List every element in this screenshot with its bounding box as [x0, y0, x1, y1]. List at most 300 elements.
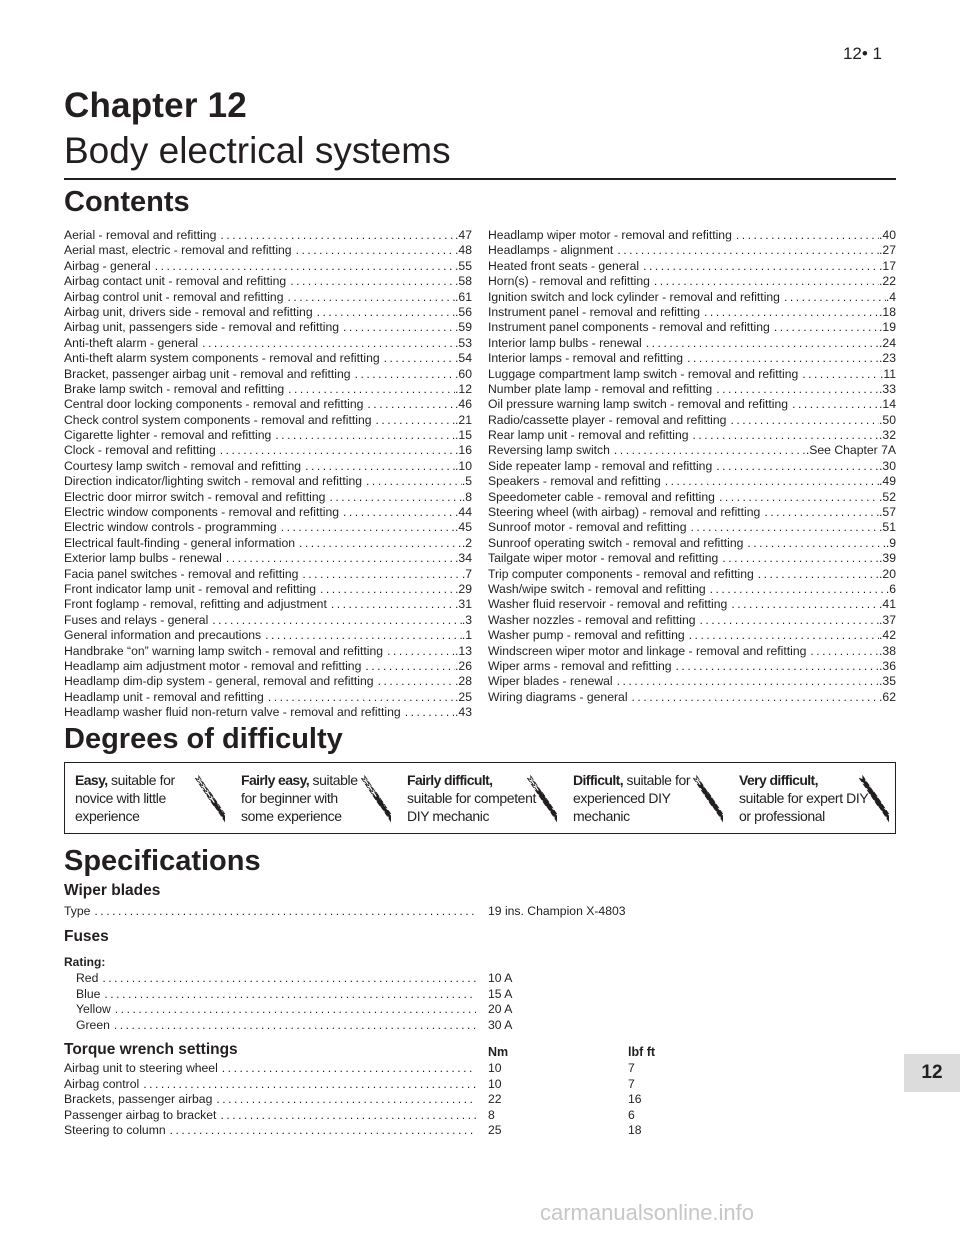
dot-leader — [689, 428, 880, 443]
contents-entry — [64, 320, 472, 335]
chapter-title: Body electrical systems — [64, 130, 451, 171]
entry-title: Reversing lamp switch — [488, 443, 610, 458]
entry-page: .43 — [455, 705, 472, 720]
contents-entry — [64, 382, 472, 397]
dot-leader — [218, 1061, 476, 1076]
chapter-number: Chapter 12 — [64, 86, 247, 125]
entry-title: Electric window controls - programming — [64, 520, 277, 535]
contents-entry — [64, 305, 472, 320]
fuses-heading: Fuses — [64, 928, 109, 945]
entry-title: Airbag unit, passengers side - removal and refitting — [64, 320, 340, 335]
entry-page: .27 — [879, 243, 896, 258]
entry-page: .52 — [879, 489, 896, 504]
dot-leader — [166, 1123, 476, 1138]
dot-leader — [316, 582, 455, 597]
dot-leader — [727, 597, 879, 612]
difficulty-desc: suitable for competent — [407, 790, 536, 806]
dot-leader — [283, 290, 455, 305]
torque-nm: 10 — [488, 1061, 502, 1075]
contents-entry — [64, 567, 472, 582]
entry-page: .21 — [455, 412, 472, 427]
entry-title: Wash/wipe switch - removal and refitting — [488, 581, 706, 596]
contents-entry — [488, 243, 896, 258]
dot-leader — [339, 505, 455, 520]
fuse-color: Yellow — [76, 1002, 111, 1016]
entry-title: Electric window components - removal and refitting — [64, 505, 340, 520]
specifications-heading: Specifications — [64, 845, 261, 877]
difficulty-desc: experience — [75, 808, 140, 824]
entry-page: .53 — [455, 335, 472, 350]
entry-title: Anti-theft alarm system components - removal and refitting — [64, 351, 380, 366]
entry-page: .35 — [879, 674, 896, 689]
entry-page: .15 — [455, 428, 472, 443]
contents-entry — [488, 320, 896, 335]
entry-title: Speakers - removal and refitting — [488, 474, 661, 489]
entry-title: Oil pressure warning lamp switch - removal and refitting — [488, 397, 789, 412]
entry-page: .51 — [879, 520, 896, 535]
dot-leader — [718, 551, 879, 566]
entry-title: Speedometer cable - removal and refitting — [488, 489, 715, 504]
torque-nm: 10 — [488, 1076, 502, 1091]
entry-page: .33 — [879, 381, 896, 396]
entry-title: Facia panel switches - removal and refitting — [64, 566, 299, 581]
torque-nm: 25 — [488, 1123, 502, 1137]
dot-leader — [700, 305, 879, 320]
title-divider — [64, 178, 896, 180]
fuse-rating-label: Rating: — [64, 955, 106, 969]
dot-leader — [743, 536, 885, 551]
entry-page: .10 — [455, 458, 472, 473]
torque-row — [64, 1123, 476, 1138]
dot-leader — [298, 567, 461, 582]
entry-page: .60 — [455, 366, 472, 381]
difficulty-scale — [64, 762, 896, 834]
entry-page: .26 — [455, 658, 472, 673]
entry-title: Brake lamp switch - removal and refitting — [64, 381, 285, 396]
difficulty-desc: novice with little — [75, 790, 166, 806]
entry-title: Fuses and relays - general — [64, 612, 209, 627]
contents-entry — [488, 505, 896, 520]
dot-leader — [788, 397, 879, 412]
torque-row — [64, 1092, 476, 1107]
contents-entry — [488, 428, 896, 443]
entry-page: .47 — [455, 228, 472, 242]
difficulty-level — [65, 763, 231, 833]
entry-page: .14 — [879, 397, 896, 412]
difficulty-label: Difficult, — [573, 772, 623, 788]
entry-title: Windscreen wiper motor and linkage - removal and refitting — [488, 643, 807, 658]
contents-entry — [64, 705, 472, 720]
contents-entry — [64, 413, 472, 428]
contents-entry — [64, 597, 472, 612]
entry-page: .40 — [879, 228, 896, 242]
spanner-rating — [859, 773, 889, 829]
dot-leader — [770, 320, 879, 335]
contents-heading: Contents — [64, 186, 190, 218]
dot-leader — [301, 459, 455, 474]
dot-leader — [295, 536, 462, 551]
dot-leader — [806, 644, 879, 659]
wiper-type-label: Type — [64, 904, 91, 918]
contents-entry — [64, 259, 472, 274]
dot-leader — [380, 351, 455, 366]
torque-col-lbf: lbf ft — [628, 1045, 656, 1059]
entry-page: .55 — [455, 258, 472, 273]
torque-item: Airbag unit to steering wheel — [64, 1061, 218, 1075]
contents-entry — [488, 674, 896, 689]
dot-leader — [98, 971, 476, 986]
dot-leader — [216, 228, 455, 243]
dot-leader — [639, 259, 879, 274]
entry-page: .57 — [879, 505, 896, 520]
contents-entry — [64, 536, 472, 551]
dot-leader — [212, 1092, 476, 1107]
entry-title: Front foglamp - removal, refitting and adjustment — [64, 597, 327, 612]
entry-title: Ignition switch and lock cylinder - removal and refitting — [488, 289, 780, 304]
contents-entry — [64, 428, 472, 443]
torque-item: Steering to column — [64, 1123, 166, 1137]
entry-page: .62 — [879, 689, 896, 704]
wiper-blades-heading: Wiper blades — [64, 882, 161, 899]
entry-title: Horn(s) - removal and refitting — [488, 274, 650, 289]
entry-title: Front indicator lamp unit - removal and refitting — [64, 581, 316, 596]
entry-page: .37 — [879, 612, 896, 627]
watermark: carmanualsonline.info — [540, 1200, 755, 1225]
chapter-tab: 12 — [904, 1054, 960, 1092]
contents-entry — [488, 305, 896, 320]
contents-entry — [488, 567, 896, 582]
entry-page: .34 — [455, 551, 472, 566]
dot-leader — [650, 274, 879, 289]
contents-entry — [488, 644, 896, 659]
difficulty-label: Very difficult, — [739, 772, 818, 788]
entry-page: .36 — [879, 658, 896, 673]
dot-leader — [706, 582, 886, 597]
entry-title: Washer pump - removal and refitting — [488, 628, 685, 643]
entry-title: Bracket, passenger airbag unit - removal and refitting — [64, 366, 351, 381]
entry-title: Sunroof motor - removal and refitting — [488, 520, 687, 535]
contents-entry — [488, 351, 896, 366]
contents-list-left — [64, 228, 472, 721]
entry-title: Electric door mirror switch - removal and refitting — [64, 489, 326, 504]
entry-page: .30 — [879, 458, 896, 473]
torque-row — [64, 1108, 476, 1123]
fuse-color: Blue — [76, 986, 101, 1001]
fuse-color: Red — [76, 971, 99, 985]
contents-entry — [488, 659, 896, 674]
dot-leader — [327, 597, 455, 612]
spanner-rating — [195, 773, 225, 829]
entry-title: Headlamp aim adjustment motor - removal and refitting — [64, 658, 362, 673]
dot-leader — [151, 259, 455, 274]
contents-entry — [64, 690, 472, 705]
entry-page: .See Chapter 7A — [805, 443, 896, 458]
difficulty-level — [563, 763, 729, 833]
entry-title: Headlamp unit - removal and refitting — [64, 689, 264, 704]
dot-leader — [139, 1077, 476, 1092]
contents-entry — [64, 505, 472, 520]
dot-leader — [642, 336, 879, 351]
difficulty-level — [729, 763, 895, 833]
dot-leader — [216, 443, 455, 458]
entry-title: General information and precautions — [64, 628, 262, 643]
entry-page: .16 — [455, 443, 472, 458]
entry-page: .3 — [461, 612, 472, 627]
entry-title: Headlamp dim-dip system - general, removal and refitting — [64, 674, 374, 689]
torque-lbf: 7 — [628, 1076, 635, 1091]
contents-entry — [488, 520, 896, 535]
entry-page: .56 — [455, 304, 472, 319]
contents-entry — [488, 628, 896, 643]
dot-leader — [661, 474, 879, 489]
entry-title: Steering wheel (with airbag) - removal and refitting — [488, 505, 761, 520]
entry-page: .58 — [455, 274, 472, 289]
dot-leader — [264, 690, 455, 705]
torque-nm: 8 — [488, 1107, 495, 1122]
entry-title: Radio/cassette player - removal and refitting — [488, 412, 727, 427]
dot-leader — [683, 351, 879, 366]
dot-leader — [216, 1108, 476, 1123]
contents-entry — [64, 551, 472, 566]
fuse-row — [76, 1018, 476, 1033]
torque-item: Passenger airbag to bracket — [64, 1107, 217, 1122]
entry-title: Rear lamp unit - removal and refitting — [488, 428, 689, 443]
dot-leader — [628, 690, 880, 705]
entry-title: Handbrake “on” warning lamp switch - removal and refitting — [64, 643, 384, 658]
entry-title: Instrument panel - removal and refitting — [488, 304, 701, 319]
difficulty-label: Fairly difficult, — [407, 772, 493, 788]
difficulty-desc: for beginner with — [241, 790, 338, 806]
difficulty-desc: DIY mechanic — [407, 808, 490, 824]
entry-title: Wiring diagrams - general — [488, 689, 628, 704]
contents-entry — [488, 397, 896, 412]
torque-item: Airbag control — [64, 1076, 140, 1091]
entry-page: .12 — [455, 381, 472, 396]
difficulty-desc: suitable for expert DIY — [739, 790, 869, 806]
contents-entry — [488, 228, 896, 243]
entry-title: Electrical fault-finding - general information — [64, 535, 295, 550]
contents-entry — [488, 490, 896, 505]
torque-heading: Torque wrench settings — [64, 1041, 238, 1058]
contents-entry — [64, 290, 472, 305]
contents-entry — [64, 674, 472, 689]
entry-title: Heated front seats - general — [488, 258, 640, 273]
contents-entry — [64, 336, 472, 351]
entry-page: .32 — [879, 428, 896, 443]
dot-leader — [712, 382, 879, 397]
contents-entry — [488, 536, 896, 551]
entry-page: .22 — [879, 274, 896, 289]
entry-title: Aerial - removal and refitting — [64, 228, 217, 242]
contents-entry — [488, 274, 896, 289]
entry-page: .8 — [461, 489, 472, 504]
contents-entry — [488, 613, 896, 628]
dot-leader — [363, 397, 455, 412]
difficulty-desc: experienced DIY — [573, 790, 671, 806]
fuse-row — [76, 1002, 476, 1017]
entry-page: .5 — [461, 474, 472, 489]
entry-page: .1 — [461, 628, 472, 643]
difficulty-desc: suitable for — [107, 772, 175, 788]
entry-title: Headlamps - alignment — [488, 243, 614, 258]
dot-leader — [100, 987, 476, 1002]
torque-nm: 22 — [488, 1092, 502, 1106]
difficulty-desc: some experience — [241, 808, 342, 824]
difficulty-desc: or professional — [739, 808, 825, 824]
contents-entry — [64, 397, 472, 412]
entry-page: .49 — [879, 474, 896, 489]
dot-leader — [726, 413, 879, 428]
entry-title: Luggage compartment lamp switch - removal and refitting — [488, 366, 799, 381]
dot-leader — [198, 336, 455, 351]
torque-item: Brackets, passenger airbag — [64, 1092, 213, 1106]
contents-entry — [488, 597, 896, 612]
contents-entry — [64, 628, 472, 643]
contents-entry — [488, 459, 896, 474]
entry-page: .17 — [879, 258, 896, 273]
entry-page: .4 — [885, 289, 896, 304]
contents-entry — [488, 443, 896, 458]
entry-page: .11 — [879, 366, 896, 381]
dot-leader — [374, 674, 455, 689]
entry-title: Sunroof operating switch - removal and refitting — [488, 535, 744, 550]
entry-title: Side repeater lamp - removal and refitting — [488, 458, 713, 473]
dot-leader — [110, 1018, 476, 1033]
dot-leader — [383, 644, 455, 659]
entry-title: Headlamp washer fluid non-return valve - removal and refitting — [64, 705, 401, 720]
torque-lbf: 18 — [628, 1123, 642, 1137]
entry-title: Trip computer components - removal and refitting — [488, 566, 754, 581]
dot-leader — [372, 413, 456, 428]
difficulty-level — [231, 763, 397, 833]
entry-page: .59 — [455, 320, 472, 335]
contents-entry — [64, 228, 472, 243]
difficulty-heading: Degrees of difficulty — [64, 723, 343, 755]
torque-col-nm: Nm — [488, 1045, 509, 1059]
contents-entry — [488, 382, 896, 397]
torque-lbf: 7 — [628, 1061, 635, 1075]
entry-page: .2 — [461, 535, 472, 550]
dot-leader — [313, 305, 455, 320]
fuse-rating: 30 A — [488, 1017, 513, 1032]
entry-page: .25 — [455, 689, 472, 704]
contents-entry — [488, 582, 896, 597]
contents-entry — [64, 582, 472, 597]
spanner-rating — [527, 773, 557, 829]
difficulty-label: Fairly easy, — [241, 772, 310, 788]
entry-page: .9 — [885, 535, 896, 550]
dot-leader — [686, 520, 879, 535]
entry-title: Anti-theft alarm - general — [64, 335, 199, 350]
contents-entry — [64, 367, 472, 382]
entry-page: .46 — [455, 397, 472, 412]
entry-title: Instrument panel components - removal and refitting — [488, 320, 770, 335]
contents-entry — [488, 259, 896, 274]
dot-leader — [798, 367, 880, 382]
torque-lbf: 6 — [628, 1107, 635, 1122]
entry-page: .44 — [455, 505, 472, 520]
contents-entry — [64, 613, 472, 628]
entry-title: Wiper arms - removal and refitting — [488, 658, 672, 673]
dot-leader — [351, 367, 455, 382]
dot-leader — [339, 320, 455, 335]
fuse-row — [76, 971, 476, 986]
fuse-rating: 15 A — [488, 986, 513, 1001]
entry-title: Airbag - general — [64, 258, 151, 273]
entry-page: .38 — [879, 643, 896, 658]
contents-entry — [64, 459, 472, 474]
dot-leader — [715, 490, 879, 505]
dot-leader — [401, 705, 455, 720]
dot-leader — [780, 290, 886, 305]
wiper-type-value: 19 ins. Champion X-4803 — [488, 904, 626, 918]
entry-page: .50 — [879, 412, 896, 427]
dot-leader — [732, 228, 879, 243]
difficulty-label: Easy, — [75, 772, 108, 788]
difficulty-desc: mechanic — [573, 808, 630, 824]
difficulty-desc: suitable for — [623, 772, 691, 788]
entry-title: Direction indicator/lighting switch - removal and refitting — [64, 474, 363, 489]
entry-page: .7 — [461, 566, 472, 581]
entry-title: Washer fluid reservoir - removal and refitting — [488, 597, 728, 612]
entry-title: Clock - removal and refitting — [64, 443, 216, 458]
contents-entry — [488, 690, 896, 705]
dot-leader — [292, 243, 455, 258]
torque-lbf: 16 — [628, 1092, 642, 1106]
entry-title: Interior lamps - removal and refitting — [488, 351, 684, 366]
dot-leader — [222, 551, 455, 566]
dot-leader — [286, 274, 455, 289]
entry-title: Airbag control unit - removal and refitting — [64, 289, 284, 304]
dot-leader — [271, 428, 455, 443]
entry-title: Central door locking components - removal and refitting — [64, 397, 364, 412]
contents-entry — [64, 443, 472, 458]
dot-leader — [362, 474, 462, 489]
entry-title: Courtesy lamp switch - removal and refitting — [64, 458, 302, 473]
entry-page: .23 — [879, 351, 896, 366]
entry-page: .48 — [455, 243, 472, 258]
dot-leader — [111, 1002, 476, 1017]
fuse-rating: 10 A — [488, 971, 513, 985]
entry-page: .45 — [455, 520, 472, 535]
spanner-rating — [693, 773, 723, 829]
entry-page: .13 — [455, 643, 472, 658]
dot-leader — [361, 659, 455, 674]
entry-page: .20 — [879, 566, 896, 581]
dot-leader — [325, 490, 461, 505]
torque-row — [64, 1077, 476, 1092]
entry-page: .61 — [455, 289, 472, 304]
entry-page: .24 — [879, 335, 896, 350]
difficulty-desc: suitable — [309, 772, 358, 788]
contents-entry — [64, 274, 472, 289]
entry-page: .28 — [455, 674, 472, 689]
dot-leader — [754, 567, 879, 582]
entry-page: .54 — [455, 351, 472, 366]
contents-entry — [488, 413, 896, 428]
difficulty-level — [397, 763, 563, 833]
entry-title: Airbag contact unit - removal and refitting — [64, 274, 287, 289]
entry-title: Tailgate wiper motor - removal and refitting — [488, 551, 719, 566]
entry-page: .39 — [879, 551, 896, 566]
contents-entry — [64, 243, 472, 258]
dot-leader — [208, 613, 462, 628]
page-number: 12• 1 — [842, 44, 882, 63]
dot-leader — [613, 243, 879, 258]
entry-page: .19 — [879, 320, 896, 335]
contents-entry — [64, 490, 472, 505]
contents-entry — [64, 644, 472, 659]
